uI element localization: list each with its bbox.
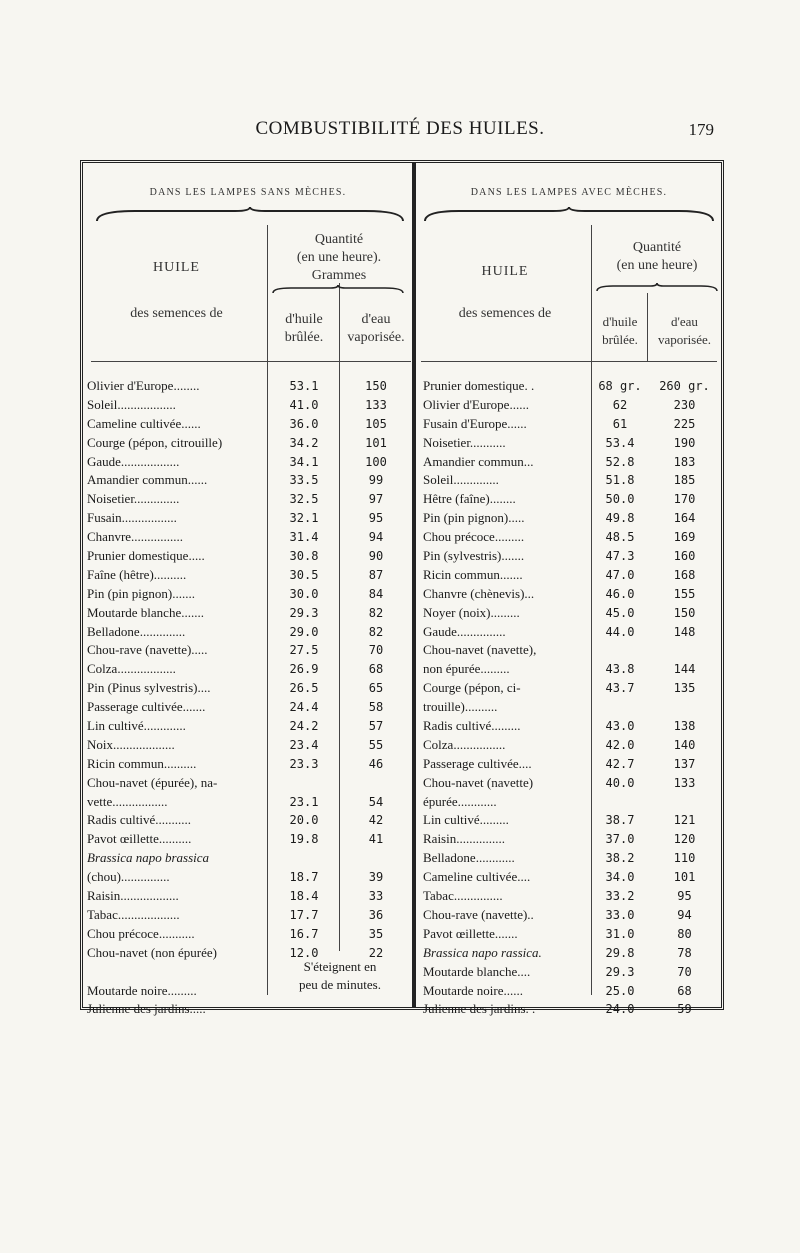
table-row bbox=[417, 811, 721, 830]
oil-name: Belladone.............. bbox=[87, 623, 186, 639]
water-vaporized: 33 bbox=[368, 889, 384, 904]
page-header bbox=[0, 112, 800, 142]
oil-burned: 47.0 bbox=[605, 567, 635, 582]
oil-name: Fusain................. bbox=[87, 510, 177, 526]
water-vaporized: 97 bbox=[368, 492, 384, 507]
water-vaporized: 84 bbox=[368, 586, 384, 601]
oil-name: Pin (Pinus sylvestris).... bbox=[87, 680, 211, 696]
water-vaporized: 155 bbox=[673, 586, 696, 601]
table-row bbox=[417, 528, 721, 547]
oil-burned: 18.7 bbox=[289, 870, 319, 885]
left-footnote-line1: S'éteignent en bbox=[303, 959, 377, 974]
oil-name: Passerage cultivée.... bbox=[423, 755, 532, 771]
oil-name: Gaude.................. bbox=[87, 453, 180, 469]
oil-name: Noyer (noix)......... bbox=[423, 604, 520, 620]
oil-name: Cameline cultivée...... bbox=[87, 415, 201, 431]
oil-name: Pin (pin pignon)..... bbox=[423, 510, 525, 526]
table-row bbox=[417, 509, 721, 528]
oil-name: Noisetier.............. bbox=[87, 491, 180, 507]
water-vaporized: 120 bbox=[673, 832, 696, 847]
table-row bbox=[83, 528, 413, 547]
page-title: COMBUSTIBILITÉ DES HUILES. bbox=[255, 118, 545, 139]
oil-burned: 34.2 bbox=[289, 435, 319, 450]
oil-name: Moutarde noire......... bbox=[87, 982, 197, 998]
water-vaporized: 55 bbox=[368, 737, 384, 752]
oil-name: Olivier d'Europe...... bbox=[423, 396, 529, 412]
oil-burned: 26.9 bbox=[289, 662, 319, 677]
water-vaporized: 82 bbox=[368, 624, 384, 639]
table-row bbox=[417, 963, 721, 982]
table-row bbox=[417, 906, 721, 925]
water-vaporized: 133 bbox=[365, 397, 387, 412]
water-vaporized: 82 bbox=[368, 605, 384, 620]
water-vaporized: 95 bbox=[677, 889, 692, 904]
oil-name: Chou-rave (navette)..... bbox=[87, 642, 208, 658]
water-vaporized: 133 bbox=[673, 775, 696, 790]
oil-burned: 41.0 bbox=[289, 397, 319, 412]
left-quantite-line1: Quantité bbox=[314, 232, 364, 247]
table-row bbox=[83, 736, 413, 755]
table-row bbox=[417, 717, 721, 736]
water-vaporized: 148 bbox=[673, 624, 696, 639]
oil-burned: 24.4 bbox=[289, 700, 319, 715]
oil-name: Chou-navet (épurée), na- bbox=[87, 774, 218, 790]
water-vaporized: 95 bbox=[368, 511, 384, 526]
oil-burned: 27.5 bbox=[289, 643, 319, 658]
water-vaporized: 168 bbox=[673, 567, 696, 582]
table-row bbox=[417, 377, 721, 396]
oil-burned: 42.0 bbox=[605, 737, 635, 752]
table-row bbox=[83, 660, 413, 679]
water-vaporized: 140 bbox=[673, 737, 696, 752]
oil-burned: 23.1 bbox=[289, 794, 319, 809]
oil-name: Courge (pépon, citrouille) bbox=[87, 434, 223, 450]
oil-name: Gaude............... bbox=[423, 623, 506, 639]
table-row bbox=[83, 434, 413, 453]
oil-name: Hêtre (faîne)........ bbox=[423, 491, 516, 507]
oil-name: Cameline cultivée.... bbox=[423, 869, 531, 885]
table-row bbox=[417, 868, 721, 887]
table-row bbox=[417, 471, 721, 490]
oil-burned: 31.4 bbox=[289, 530, 319, 545]
table-row bbox=[83, 887, 413, 906]
oil-name: Radis cultivé........... bbox=[87, 812, 191, 828]
water-vaporized: 138 bbox=[673, 719, 696, 734]
table-row bbox=[83, 925, 413, 944]
oil-name: Courge (pépon, ci- bbox=[423, 680, 521, 696]
oil-name: Noix................... bbox=[87, 736, 175, 752]
oil-burned: 46.0 bbox=[605, 586, 635, 601]
left-caption: DANS LES LAMPES SANS MÈCHES. bbox=[149, 187, 347, 198]
water-vaporized: 121 bbox=[673, 813, 696, 828]
water-vaporized: 150 bbox=[365, 379, 387, 393]
oil-combustion-table bbox=[80, 160, 724, 1017]
oil-name: Chou précoce........... bbox=[87, 925, 195, 941]
table-row bbox=[83, 641, 413, 660]
oil-burned: 51.8 bbox=[605, 473, 635, 488]
oil-burned: 68 gr. bbox=[598, 379, 642, 393]
oil-name: Pin (sylvestris)....... bbox=[423, 548, 525, 564]
oil-burned: 24.0 bbox=[605, 1002, 635, 1017]
water-vaporized: 150 bbox=[673, 605, 696, 620]
water-vaporized: 58 bbox=[368, 700, 384, 715]
table-row bbox=[417, 736, 721, 755]
water-vaporized: 169 bbox=[673, 530, 696, 545]
left-vapor-header-1: d'eau bbox=[361, 312, 391, 327]
water-vaporized: 101 bbox=[673, 870, 696, 885]
oil-name: Colza.................. bbox=[87, 661, 176, 677]
table-row bbox=[83, 774, 413, 793]
water-vaporized: 101 bbox=[365, 435, 387, 450]
oil-burned: 50.0 bbox=[605, 492, 635, 507]
oil-burned: 53.4 bbox=[605, 435, 635, 450]
water-vaporized: 164 bbox=[673, 511, 696, 526]
water-vaporized: 183 bbox=[673, 454, 696, 469]
table-row bbox=[417, 679, 721, 698]
oil-burned: 38.7 bbox=[605, 813, 635, 828]
right-quantite-line1: Quantité bbox=[632, 240, 682, 255]
oil-name: Chanvre (chènevis)... bbox=[423, 585, 535, 601]
right-vapor-header-1: d'eau bbox=[671, 314, 698, 329]
oil-name: Lin cultivé............. bbox=[87, 718, 186, 734]
oil-name: Prunier domestique. . bbox=[423, 378, 535, 393]
oil-name: Chou-navet (non épurée) bbox=[87, 944, 217, 960]
oil-name: Chou-rave (navette).. bbox=[423, 906, 534, 922]
oil-burned: 36.0 bbox=[289, 416, 319, 431]
table-row bbox=[417, 604, 721, 623]
water-vaporized: 59 bbox=[677, 1002, 692, 1017]
oil-burned: 62 bbox=[612, 397, 628, 412]
oil-name: Ricin commun.......... bbox=[87, 755, 197, 771]
oil-burned: 24.2 bbox=[289, 719, 319, 734]
table-row bbox=[417, 774, 721, 793]
oil-burned: 33.5 bbox=[289, 473, 319, 488]
table-row bbox=[417, 698, 721, 717]
water-vaporized: 137 bbox=[673, 756, 696, 771]
table-row bbox=[83, 471, 413, 490]
oil-name: Tabac............... bbox=[423, 888, 503, 904]
oil-burned: 29.3 bbox=[605, 964, 635, 979]
oil-burned: 16.7 bbox=[289, 926, 319, 941]
oil-burned: 19.8 bbox=[289, 832, 319, 847]
water-vaporized: 70 bbox=[677, 964, 692, 979]
table-row bbox=[83, 679, 413, 698]
table-row bbox=[83, 811, 413, 830]
oil-name: Brassica napo rassica. bbox=[423, 944, 542, 960]
oil-burned: 43.7 bbox=[605, 681, 635, 696]
oil-name: Olivier d'Europe........ bbox=[87, 378, 200, 393]
table-row bbox=[83, 396, 413, 415]
table-row bbox=[83, 717, 413, 736]
left-quantite-line3: Grammes bbox=[311, 268, 367, 283]
table-row bbox=[83, 490, 413, 509]
water-vaporized: 99 bbox=[368, 473, 384, 488]
right-quantite-line2: (en une heure) bbox=[616, 258, 698, 273]
oil-name: Soleil.............. bbox=[423, 472, 499, 488]
water-vaporized: 41 bbox=[368, 832, 384, 847]
right-burned-header-2: brûlée. bbox=[602, 332, 638, 347]
oil-burned: 30.8 bbox=[289, 549, 319, 564]
water-vaporized: 225 bbox=[673, 416, 696, 431]
oil-name: Noisetier........... bbox=[423, 434, 506, 450]
water-vaporized: 46 bbox=[368, 756, 384, 771]
water-vaporized: 170 bbox=[673, 492, 696, 507]
right-huile-header: HUILE bbox=[481, 264, 529, 279]
oil-burned: 31.0 bbox=[605, 926, 635, 941]
oil-burned: 12.0 bbox=[289, 945, 319, 960]
oil-name: Lin cultivé......... bbox=[423, 812, 509, 828]
oil-burned: 45.0 bbox=[605, 605, 635, 620]
table-row bbox=[417, 793, 721, 812]
water-vaporized: 230 bbox=[673, 397, 696, 412]
oil-name: Moutarde noire...... bbox=[423, 982, 524, 998]
oil-burned: 23.4 bbox=[289, 737, 319, 752]
table-row bbox=[417, 660, 721, 679]
left-rows bbox=[83, 377, 413, 1019]
oil-burned: 61 bbox=[612, 416, 628, 431]
oil-name: Chou précoce......... bbox=[423, 529, 525, 545]
oil-name: Chou-navet (navette) bbox=[423, 774, 534, 790]
water-vaporized: 80 bbox=[677, 926, 692, 941]
table-row bbox=[83, 566, 413, 585]
table-row bbox=[417, 944, 721, 963]
oil-burned: 26.5 bbox=[289, 681, 319, 696]
table-row bbox=[417, 547, 721, 566]
table-row bbox=[417, 755, 721, 774]
oil-name: Passerage cultivée....... bbox=[87, 699, 206, 715]
oil-name: Amandier commun... bbox=[423, 453, 534, 469]
water-vaporized: 57 bbox=[368, 719, 384, 734]
oil-burned: 52.8 bbox=[605, 454, 635, 469]
oil-name: Chou-navet (navette), bbox=[423, 642, 537, 658]
oil-name: épurée............ bbox=[423, 793, 497, 809]
oil-burned: 47.3 bbox=[605, 549, 635, 564]
table-row bbox=[417, 434, 721, 453]
left-brace bbox=[95, 207, 405, 223]
oil-burned: 30.5 bbox=[289, 567, 319, 582]
table-row bbox=[83, 547, 413, 566]
table-row bbox=[417, 925, 721, 944]
water-vaporized: 135 bbox=[673, 681, 696, 696]
table-row bbox=[83, 906, 413, 925]
oil-name: Soleil.................. bbox=[87, 396, 176, 412]
table-row bbox=[83, 793, 413, 812]
oil-burned: 32.5 bbox=[289, 492, 319, 507]
oil-name: Brassica napo brassica bbox=[87, 850, 210, 866]
table-row bbox=[417, 490, 721, 509]
oil-burned: 44.0 bbox=[605, 624, 635, 639]
water-vaporized: 94 bbox=[677, 907, 692, 922]
oil-burned: 29.8 bbox=[605, 945, 635, 960]
oil-name: Colza................ bbox=[423, 736, 506, 752]
water-vaporized: 78 bbox=[677, 945, 692, 960]
oil-name: Radis cultivé......... bbox=[423, 718, 521, 734]
oil-name: vette................. bbox=[87, 793, 168, 809]
water-vaporized: 42 bbox=[368, 813, 384, 828]
oil-name: Fusain d'Europe...... bbox=[423, 415, 527, 431]
oil-burned: 43.8 bbox=[605, 662, 635, 677]
oil-burned: 25.0 bbox=[605, 983, 635, 998]
water-vaporized: 110 bbox=[673, 851, 696, 866]
right-vapor-header-2: vaporisée. bbox=[657, 332, 712, 347]
right-table bbox=[417, 163, 721, 1017]
table-row bbox=[83, 585, 413, 604]
oil-burned: 37.0 bbox=[605, 832, 635, 847]
oil-burned: 18.4 bbox=[289, 889, 319, 904]
water-vaporized: 22 bbox=[368, 945, 384, 960]
table-row bbox=[417, 415, 721, 434]
oil-name: Raisin.................. bbox=[87, 888, 179, 904]
oil-name: Chanvre................ bbox=[87, 529, 184, 545]
oil-burned: 34.1 bbox=[289, 454, 319, 469]
water-vaporized: 144 bbox=[673, 662, 696, 677]
water-vaporized: 190 bbox=[673, 435, 696, 450]
left-quantite-line2: (en une heure). bbox=[296, 250, 382, 265]
water-vaporized: 260 gr. bbox=[659, 379, 710, 393]
oil-burned: 20.0 bbox=[289, 813, 319, 828]
table-row bbox=[417, 396, 721, 415]
left-header-rule bbox=[91, 361, 411, 362]
oil-name: Tabac................... bbox=[87, 906, 180, 922]
oil-name: Pavot œillette.......... bbox=[87, 831, 192, 847]
water-vaporized: 39 bbox=[368, 870, 384, 885]
right-burned-header-1: d'huile bbox=[602, 314, 638, 329]
oil-burned: 53.1 bbox=[289, 379, 319, 393]
oil-burned: 30.0 bbox=[289, 586, 319, 601]
oil-burned: 29.3 bbox=[289, 605, 319, 620]
water-vaporized: 35 bbox=[368, 926, 384, 941]
right-brace bbox=[423, 207, 715, 223]
oil-burned: 33.0 bbox=[605, 907, 635, 922]
oil-burned: 42.7 bbox=[605, 756, 635, 771]
left-footnote-line2: peu de minutes. bbox=[299, 977, 381, 992]
table-row bbox=[83, 509, 413, 528]
oil-name: Prunier domestique..... bbox=[87, 548, 205, 564]
oil-burned: 34.0 bbox=[605, 870, 635, 885]
table-row bbox=[417, 982, 721, 1001]
table-row bbox=[417, 1000, 721, 1019]
right-huile-subheader: des semences de bbox=[458, 306, 552, 321]
oil-name: Julienne des jardins..... bbox=[87, 1001, 206, 1017]
oil-burned: 23.3 bbox=[289, 756, 319, 771]
right-header-rule bbox=[421, 361, 717, 362]
oil-name: Amandier commun...... bbox=[87, 472, 208, 488]
oil-burned: 38.2 bbox=[605, 851, 635, 866]
oil-name: Julienne des jardins. . bbox=[423, 1001, 536, 1017]
oil-name: non épurée......... bbox=[423, 661, 510, 677]
oil-name: Belladone............ bbox=[423, 850, 515, 866]
oil-name: Moutarde blanche....... bbox=[87, 604, 204, 620]
water-vaporized: 87 bbox=[368, 567, 384, 582]
table-row bbox=[83, 604, 413, 623]
oil-burned: 40.0 bbox=[605, 775, 635, 790]
table-row bbox=[417, 830, 721, 849]
left-table bbox=[83, 163, 413, 1017]
table-row bbox=[83, 868, 413, 887]
water-vaporized: 68 bbox=[677, 983, 692, 998]
oil-name: Moutarde blanche.... bbox=[423, 963, 531, 979]
table-row bbox=[417, 453, 721, 472]
oil-name: Ricin commun....... bbox=[423, 566, 523, 582]
water-vaporized: 185 bbox=[673, 473, 696, 488]
oil-name: (chou)............... bbox=[87, 869, 170, 885]
table-row bbox=[417, 623, 721, 642]
table-row bbox=[83, 415, 413, 434]
oil-name: Pin (pin pignon)....... bbox=[87, 585, 195, 601]
right-caption: DANS LES LAMPES AVEC MÈCHES. bbox=[470, 187, 668, 198]
table-row bbox=[83, 377, 413, 396]
water-vaporized: 68 bbox=[368, 662, 384, 677]
table-row bbox=[83, 623, 413, 642]
table-row bbox=[417, 849, 721, 868]
table-row bbox=[417, 566, 721, 585]
left-vapor-header-2: vaporisée. bbox=[347, 330, 405, 345]
oil-burned: 29.0 bbox=[289, 624, 319, 639]
oil-burned: 33.2 bbox=[605, 889, 635, 904]
table-row bbox=[417, 887, 721, 906]
water-vaporized: 90 bbox=[368, 549, 384, 564]
water-vaporized: 100 bbox=[365, 454, 387, 469]
water-vaporized: 65 bbox=[368, 681, 384, 696]
water-vaporized: 94 bbox=[368, 530, 384, 545]
page-number: 179 bbox=[688, 120, 714, 139]
table-row bbox=[417, 641, 721, 660]
oil-burned: 32.1 bbox=[289, 511, 319, 526]
oil-burned: 49.8 bbox=[605, 511, 635, 526]
oil-burned: 48.5 bbox=[605, 530, 635, 545]
table-row bbox=[83, 830, 413, 849]
right-rows bbox=[417, 377, 721, 1019]
left-huile-header: HUILE bbox=[153, 260, 200, 275]
left-huile-subheader: des semences de bbox=[130, 306, 223, 321]
table-row bbox=[83, 849, 413, 868]
table-row bbox=[83, 1000, 413, 1019]
oil-burned: 17.7 bbox=[289, 907, 319, 922]
water-vaporized: 70 bbox=[368, 643, 384, 658]
oil-burned: 43.0 bbox=[605, 719, 635, 734]
left-burned-header-1: d'huile bbox=[285, 312, 323, 327]
water-vaporized: 160 bbox=[673, 549, 696, 564]
oil-name: Raisin............... bbox=[423, 831, 505, 847]
left-quantite-brace bbox=[271, 285, 405, 295]
table-row bbox=[83, 698, 413, 717]
oil-name: Faîne (hêtre).......... bbox=[87, 566, 187, 582]
water-vaporized: 105 bbox=[365, 416, 387, 431]
table-row bbox=[83, 755, 413, 774]
left-burned-header-2: brûlée. bbox=[284, 330, 324, 345]
water-vaporized: 36 bbox=[368, 907, 384, 922]
oil-name: trouille).......... bbox=[423, 699, 498, 715]
table-row bbox=[417, 585, 721, 604]
water-vaporized: 54 bbox=[368, 794, 384, 809]
table-row bbox=[83, 453, 413, 472]
right-quantite-brace bbox=[595, 283, 719, 293]
oil-name: Pavot œillette....... bbox=[423, 925, 518, 941]
